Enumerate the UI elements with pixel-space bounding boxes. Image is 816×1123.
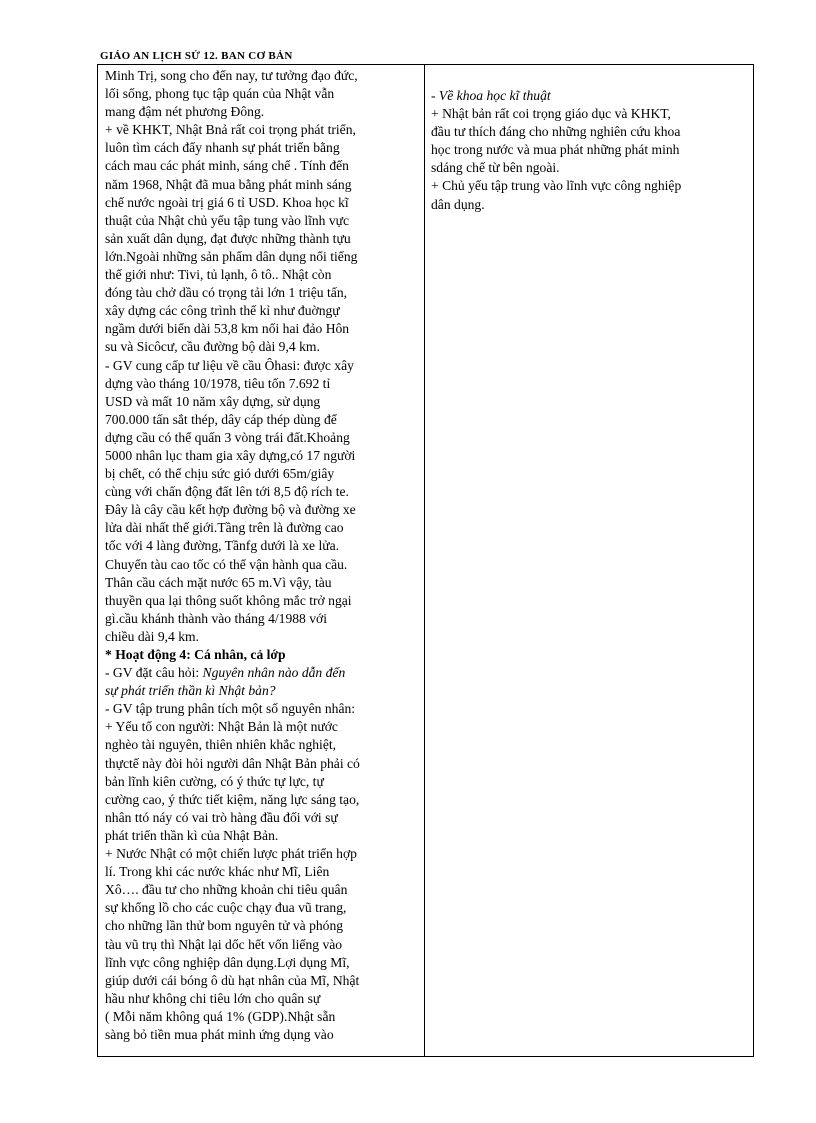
text-line [105,447,420,465]
line-text: sản xuất dân dụng, đạt được những thành tựu [105,230,351,246]
line-text: - Về khoa học kĩ thuật [431,88,551,103]
line-text: chiều dài 9,4 km. [105,628,200,644]
line-text: - GV đặt câu hỏi: [105,665,203,681]
line-text: USD và mất 10 năm xây dựng, sử dụng [105,393,321,409]
text-line [105,375,420,393]
text-line [105,465,420,483]
line-text: tốc với 4 làng đường, Tầnfg dưới là xe lửa. [105,538,340,554]
text-line [105,827,420,845]
text-line [105,972,420,990]
line-text: thựctế này đòi hỏi người dân Nhật Bản phải có [105,755,360,771]
text-line [431,177,747,195]
text-line [105,266,420,284]
line-text: 5000 nhân lục tham gia xây dựng,có 17 người [105,447,356,463]
text-line [105,429,420,447]
line-text: đóng tàu chở dầu có trọng tải lớn 1 triệu tấn, [105,285,348,301]
line-text: thuật của Nhật chủ yếu tập tung vào lĩnh vực [105,212,350,228]
text-line [105,917,420,935]
text-line [431,196,747,214]
text-line [431,105,747,123]
text-line [105,121,420,139]
line-text: + Nước Nhật có một chiến lược phát triển hợp [105,846,357,862]
line-text: sàng bỏ tiền mua phát minh ứng dụng vào [105,1026,334,1042]
text-line [105,682,420,700]
line-text: phát triển thần kì của Nhật Bản. [105,827,279,843]
line-text: Đây là cây cầu kết hợp đường bộ và đường xe [105,502,356,518]
text-line [105,718,420,736]
text-line [105,574,420,592]
text-line [105,357,420,375]
text-line [105,501,420,519]
text-line [105,284,420,302]
line-text: ( Mỗi năm không quá 1% (GDP).Nhật sẵn [105,1008,336,1024]
line-text: học trong nước và mua phát những phát minh [431,142,680,158]
line-text: dựng cầu có thể quấn 3 vòng trái đất.Khoảng [105,429,350,445]
line-text: + Chủ yếu tập trung vào lĩnh vực công nghiệp [431,178,682,194]
text-line [105,139,420,157]
text-line [105,845,420,863]
line-text: luôn tìm cách đẩy nhanh sự phát triển bằng [105,140,340,156]
line-text: bản lĩnh kiên cường, có ý thức tự lực, tự [105,773,324,789]
line-text: dân dụng. [431,196,485,212]
text-line [105,519,420,537]
text-line [105,85,420,103]
line-text: - GV tập trung phân tích một số nguyên nhân: [105,701,356,717]
line-text: nhân ttó náy có vai trò hàng đầu đối với sự [105,809,338,825]
line-text: lửa dài nhất thế giới.Tầng trên là đường cao [105,520,344,536]
text-line [105,990,420,1008]
line-text: + Nhật bản rất coi trọng giáo dục và KHKT, [431,106,671,122]
right-column [425,65,753,1056]
text-line [105,302,420,320]
line-text: Xô…. đầu tư cho những khoản chi tiêu quân [105,882,348,898]
text-line [105,248,420,266]
text-line [105,176,420,194]
line-text: 700.000 tấn sắt thép, dây cáp thép dùng để [105,411,337,427]
text-line [105,628,420,646]
text-line [105,537,420,555]
line-text: * Hoạt động 4: Cá nhân, cả lớp [105,647,286,662]
line-text: cho những lần thử bom nguyên tử và phóng [105,918,344,934]
line-text: Chuyến tàu cao tốc có thể vận hành qua cầu. [105,556,348,572]
line-text: tàu vũ trụ thì Nhật lại dốc hết vốn liếng vào [105,936,343,952]
line-text: lí. Trong khi các nước khác như Mĩ, Liên [105,864,330,880]
text-line [105,664,420,682]
text-line [105,103,420,121]
text-line [105,212,420,230]
line-text: lớn.Ngoài những sản phẩm dân dụng nổi tiếng [105,248,358,264]
text-line [105,700,420,718]
text-line [105,863,420,881]
line-text: nghèo tài nguyên, thiên nhiên khắc nghiệt, [105,737,337,753]
text-line [105,157,420,175]
line-text: chế nước ngoài trị giá 6 tỉ USD. Khoa học kĩ [105,194,349,210]
line-text: - GV cung cấp tư liệu về cầu Ôhasi: được xây [105,357,354,373]
text-line [105,809,420,827]
line-text: + Yếu tố con người: Nhật Bản là một nước [105,719,338,735]
line-text: lối sống, phong tục tập quán của Nhật vẫn [105,86,335,102]
page-header: GIÁO AN LỊCH SỬ 12. BAN CƠ BẢN [100,50,293,62]
text-line [105,483,420,501]
line-text: Minh Trị, song cho đến nay, tư tưởng đạo đức, [105,68,358,83]
line-text: + về KHKT, Nhật Bnả rất coi trọng phát triển, [105,122,356,138]
text-line [105,556,420,574]
text-line [105,194,420,212]
line-italic-text: sự phát triển thần kì Nhật bản? [105,683,276,699]
text-line [105,592,420,610]
line-text: sdáng chế từ bên ngoài. [431,160,560,176]
line-text: ngầm dưới biển dài 53,8 km nối hai đảo Hôn [105,321,350,337]
text-line [105,646,420,664]
text-line [105,936,420,954]
line-text: thuyền qua lại thông suốt không mắc trở ngại [105,592,352,608]
line-text: cách mau các phát minh, sáng chế . Tính đến [105,158,349,174]
line-text: cùng với chấn động đất lên tới 8,5 độ rích te. [105,484,349,500]
text-line [105,411,420,429]
text-line [431,87,747,105]
text-line [105,610,420,628]
line-text: su và Sicôcư, cầu đường bộ dài 9,4 km. [105,339,320,355]
text-line [105,67,420,85]
line-text: Thân cầu cách mặt nước 65 m.Vì vậy, tàu [105,574,332,590]
line-text: năm 1968, Nhật đã mua bằng phát minh sáng [105,176,352,192]
text-line [431,159,747,177]
line-text: hầu như không chi tiêu lớn cho quân sự [105,990,321,1006]
text-line [105,899,420,917]
line-text: lĩnh vực công nghiệp dân dụng.Lợi dụng Mĩ, [105,954,350,970]
line-text: xây dựng các công trình thế kỉ như đuờngự [105,303,340,319]
text-line [105,881,420,899]
line-text: bị chết, có thể chịu sức gió dưới 65m/giây [105,466,335,482]
line-text: cường cao, ý thức tiết kiệm, năng lực sáng tạo, [105,791,360,807]
line-text: đầu tư thích đáng cho những nghiên cứu khoa [431,124,681,140]
text-line [105,791,420,809]
line-italic-text: Nguyên nhân nào dẫn đến [202,665,346,681]
text-line [431,123,747,141]
line-text: thế giới như: Tivi, tủ lạnh, ô tô.. Nhật còn [105,267,332,283]
line-text: giúp dưới cái bóng ô dù hạt nhân của Mĩ, Nhật [105,972,360,988]
left-column [98,65,425,1056]
text-line [105,755,420,773]
lesson-table [97,64,754,1057]
text-line [105,338,420,356]
text-line [105,320,420,338]
line-text: dựng vào tháng 10/1978, tiêu tốn 7.692 tỉ [105,375,331,391]
text-line [105,736,420,754]
line-text: gì.cầu khánh thành vào tháng 4/1988 với [105,610,328,626]
line-text: sự khổng lồ cho các cuộc chạy đua vũ trang, [105,900,347,916]
text-line [105,1008,420,1026]
line-text: mang đậm nét phương Đông. [105,104,265,120]
text-line [105,230,420,248]
text-line [105,773,420,791]
text-line [105,954,420,972]
text-line [105,1026,420,1044]
text-line [431,141,747,159]
text-line [105,393,420,411]
